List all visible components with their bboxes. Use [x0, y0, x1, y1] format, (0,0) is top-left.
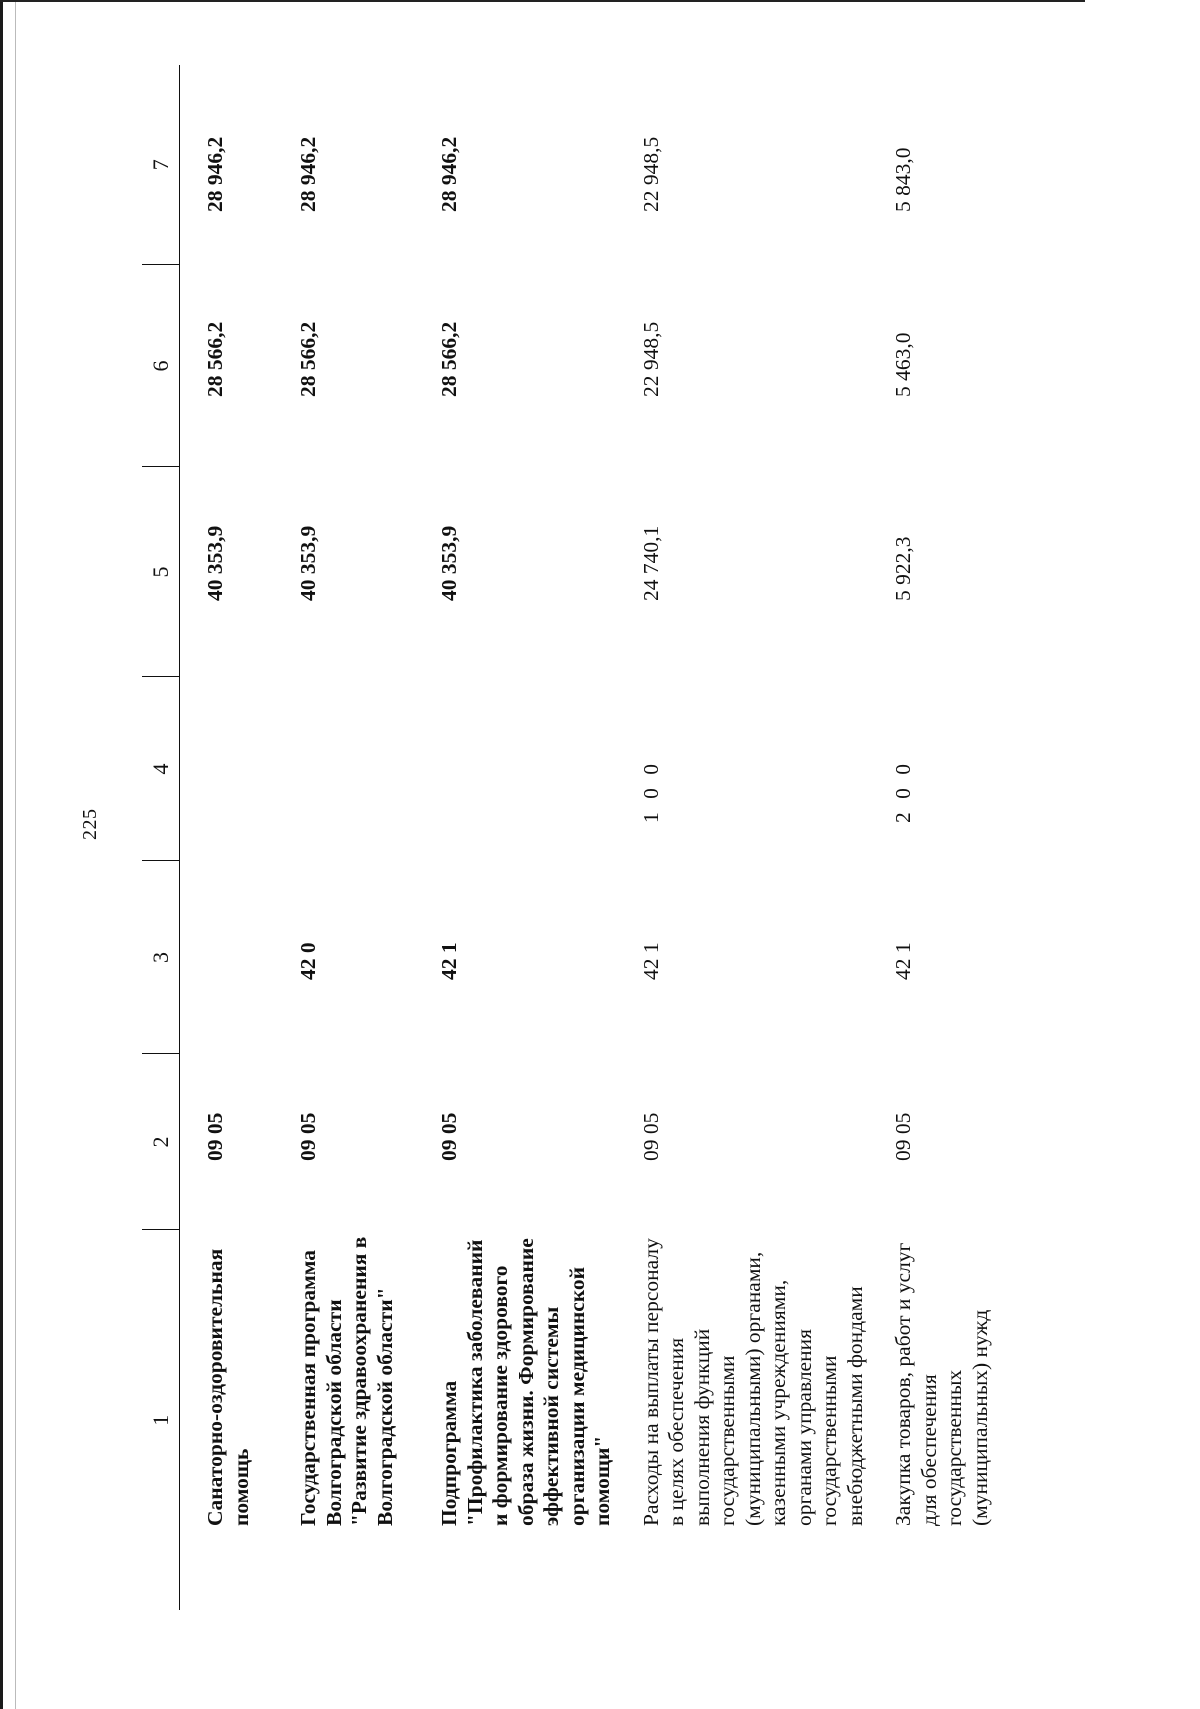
amount-col6: 28 566,2 — [437, 321, 461, 397]
amount-col7: 22 948,5 — [638, 136, 663, 212]
page-number: 225 — [79, 808, 101, 840]
table-row — [180, 65, 274, 1610]
row-name: Санаторно-оздоровительная помощь — [203, 1248, 253, 1526]
amount-col7: 28 946,2 — [203, 136, 227, 212]
amount-col6: 28 566,2 — [203, 321, 227, 397]
section-code: 09 05 — [891, 1112, 915, 1161]
row-name: Подпрограмма "Профилактика заболеваний и формирование здорового образа жизни. Формирование эффективной системы организации медицинской помощи" — [437, 1238, 614, 1526]
program-code — [180, 861, 274, 1054]
amount-col5: 40 353,9 — [296, 525, 320, 601]
amount-col7: 28 946,2 — [296, 136, 320, 212]
amount-col5: 5 922,3 — [891, 536, 915, 601]
table-row — [273, 65, 414, 1610]
amount-col7: 28 946,2 — [437, 136, 461, 212]
amount-col5: 40 353,9 — [203, 525, 227, 601]
program-code: 42 1 — [638, 942, 663, 980]
row-name: Закупка товаров, работ и услуг для обеспечения государственных (муниципальных) нужд — [891, 1242, 992, 1526]
section-code: 09 05 — [437, 1112, 461, 1161]
header-row — [142, 65, 180, 1610]
table-row — [616, 65, 869, 1610]
expense-type-code — [180, 677, 274, 861]
column-header-2: 2 — [142, 1054, 180, 1230]
amount-col6: 5 463,0 — [891, 332, 915, 397]
amount-col5: 24 740,1 — [638, 525, 663, 601]
row-name: Расходы на выплаты персоналу в целях обеспечения выполнения функций государственными (муниципальными) органами, казенными учреждениями, органами управления государственными внебюджетными фондами — [638, 1238, 867, 1526]
table-row — [414, 65, 616, 1610]
expense-type-code — [273, 677, 414, 861]
column-header-1: 1 — [142, 1230, 180, 1610]
program-code: 42 1 — [891, 942, 915, 980]
program-code: 42 1 — [437, 942, 461, 980]
amount-col6: 22 948,5 — [638, 321, 663, 397]
table-row — [868, 65, 1001, 1610]
column-header-6: 6 — [142, 265, 180, 467]
amount-col6: 28 566,2 — [296, 321, 320, 397]
column-header-3: 3 — [142, 861, 180, 1054]
column-header-7: 7 — [142, 65, 180, 265]
expense-type-code — [414, 677, 616, 861]
budget-table — [142, 65, 1001, 1610]
expense-type-code: 2 0 0 — [891, 760, 915, 823]
row-name: Государственная программа Волгоградской области "Развитие здравоохранения в Волгоградской области" — [296, 1236, 397, 1526]
column-header-5: 5 — [142, 467, 180, 677]
section-code: 09 05 — [296, 1112, 320, 1161]
section-code: 09 05 — [203, 1112, 227, 1161]
program-code: 42 0 — [296, 942, 320, 980]
amount-col7: 5 843,0 — [891, 147, 915, 212]
expense-type-code: 1 0 0 — [638, 760, 663, 823]
section-code: 09 05 — [638, 1112, 663, 1161]
amount-col5: 40 353,9 — [437, 525, 461, 601]
column-header-4: 4 — [142, 677, 180, 861]
